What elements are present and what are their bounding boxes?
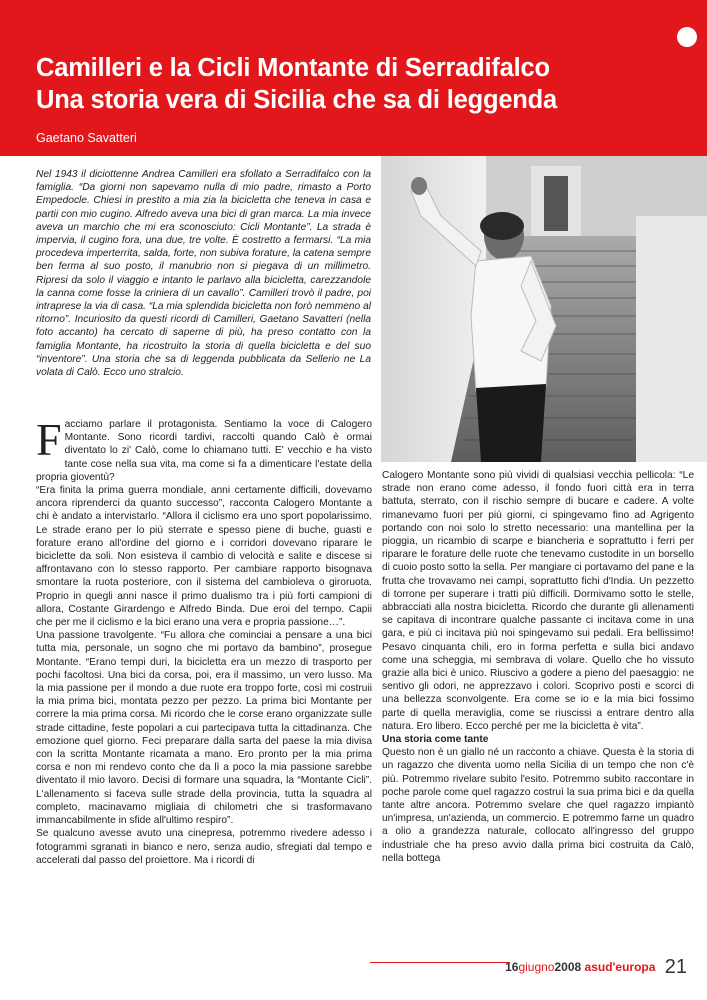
footer-rule — [370, 962, 510, 963]
section-subheading: Una storia come tante — [382, 734, 489, 746]
body-paragraph — [36, 414, 372, 484]
article-title — [36, 52, 557, 116]
drop-cap: F — [36, 414, 62, 465]
title-line-2: Una storia vera di Sicilia che sa di leggenda — [36, 86, 558, 114]
body-paragraph: “Era finita la prima guerra mondiale, anni certamente difficili, dovevamo ancora riprenderci da quanto successo”, racconta Calogero Montante a chi è andato a intervistarlo. “Allora il ciclismo era uno sport popolarissimo. Le strade erano per lo più sterrate e spesso piene di buche, guasti e forature erano all'ordine del giorno e i corridori dovevano riparare le biciclette da soli. Non esisteva il cambio di velocità e salite e discese si affrontavano con lo stesso rapporto. Per cambiare rapporto bisognava smontare la ruota posteriore, con il sistema del cambioleva o giroruota. Proprio in quegli anni nasce il primo dualismo tra i più forti campioni di allora, Costante Girardengo e Alfredo Binda. Due eroi del tempo. Capii che per me il ciclismo e la bici erano una vera e propria passione…”. — [36, 485, 372, 629]
author-byline: Gaetano Savatteri — [36, 131, 137, 145]
body-column-right — [382, 469, 694, 865]
circle-icon — [677, 27, 697, 47]
body-column-left — [36, 414, 372, 867]
body-paragraph: Se qualcuno avesse avuto una cinepresa, potremmo rivedere adesso i fotogrammi sgranati in bianco e nero, senza audio, sfregiati dal tempo e accelerati dal passo del proiettore. Ma i ricordi di — [36, 828, 372, 866]
body-paragraph: Questo non è un giallo né un racconto a chiave. Questa è la storia di un ragazzo che diventa uomo nella Sicilia di un tempo che non c'è più. Potremmo rivelare subito l'esito. Potremmo subito raccontare in poche parole come quel ragazzo costruì la sua prima bici e da quella tante altre ancora. Potremmo svelare che quel ragazzo impiantò un'impresa, un'azienda, un commercio. E potremmo farne un quadro a olio a grandezza naturale, collocato all'ingresso del gruppo industriale che ha preso avvio dalla prima bici costruita da Calò, nella bottega — [382, 747, 694, 864]
body-text: acciamo parlare il protagonista. Sentiamo la voce di Calogero Montante. Sono ricordi tardivi, raccolti quando Calò è ormai diventato lo zi' Calò, come lo chiamano tutti. E' vecchio e ha visto tante cose nella sua vita, ma come si fa a dimenticare l'estate della propria gioventù? — [36, 419, 372, 483]
body-paragraph: Una passione travolgente. “Fu allora che cominciai a pensare a una bici tutta mia, personale, un sogno che mi portavo da bambino”, prosegue Montante. “Erano tempi duri, la bicicletta era un mezzo di trasporto per pochi facoltosi. Una bici da corsa, poi, era il massimo, un vero lusso. Ma la mia passione per il mondo a due ruote era troppo forte, così mi costruii la mia prima bici, montata pezzo per pezzo. La prima bici Montante per correre la mia prima corsa. Mi ricordo che le corse erano organizzate sulle strade cittadine, feste popolari a cui partecipava tutta la cittadinanza. Che emozione quel giorno. Feci preparare dalla sarta del paese la mia divisa con la scritta Montante ricamata a mano. Ero pronto per la mia prima corsa e non mi rendevo conto che da lì a poco la mia passione sarebbe diventato il mio lavoro. Decisi di formare una squadra, la “Montante Cicli”. L'allenamento si faceva sulle strade della provincia, tutta la squadra al completo, macinavamo migliaia di chilometri che si trasformavano immancabilmente in sfide all'ultimo respiro”. — [36, 630, 372, 827]
intro-text — [36, 168, 371, 379]
body-paragraph: Calogero Montante sono più vividi di qualsiasi vecchia pellicola: “Le strade non erano come adesso, il fondo fuori città era in terra battuta, sterrato, con il rischio sempre di bucare e cadere. A volte rimanevamo fuori per più giorni, ci spingevamo fino ad Agrigento portando con noi solo lo stretto necessario: una mantellina per la pioggia, un ricambio di scarpe e biancheria e soprattutto i ferri per riparare le forature delle ruote che tenevamo custodite in un borsello di cuoio posto sotto la sella. Per mangiare ci portavamo del pane e la frutta che trovavamo nei campi, soprattutto fichi d'India. Un pezzetto di torrone per superare i tratti più difficili. Dormivamo sotto le stelle, abbracciati alla nostra bicicletta. Ricordo che durante gli allenamenti se capitava di incontrare qualche passante ci incitava come in una gara, e più ci incitava più noi spingevamo sui pedali. Era bellissimo! Pesavo cinquanta chili, ero in forma perfetta e sulla bici andavo come una scheggia, mi sembrava di volare. Quello che ho vissuto grazie alla bici è unico. Riuscivo a godere a pieno del paesaggio: ne sentivo gli odori, ne apprezzavo i colori. Scoprivo posti e scorci di una bellezza sconvolgente. Era come se io e la mia bici fossimo parte di quella meraviglia, come se riuscissi a entrare dentro alla natura. Ero libero. Ecco perché per me la bicicletta è vita”. — [382, 470, 694, 732]
footer-year: 2008 — [554, 960, 582, 974]
article-photo — [381, 156, 707, 462]
title-banner — [0, 0, 707, 156]
page-footer — [505, 956, 687, 979]
title-line-1: Camilleri e la Cicli Montante di Serradifalco — [36, 54, 550, 82]
footer-month: giugno — [518, 960, 555, 974]
intro-paragraph: Nel 1943 il diciottenne Andrea Camilleri era sfollato a Serradifalco con la famiglia. “Da giorni non sapevamo nulla di mio padre, rimasto a Porto Empedocle. Chiesi in prestito a mia zia la bicicletta che teneva in casa e partii con mio cugino. Alfredo aveva una bici di gran marca. La mia invece aveva un marchio che mi era sconosciuto: Cicli Montante”. La strada è impervia, il cugino fora, una due, tre volte. È costretto a fermarsi. “La mia procedeva imperterrita, salda, forte, non subiva forature, la catena sempre ben ferma al suo posto, il manubrio non si piegava di un millimetro. Ripresi da solo il viaggio e intanto le parlavo alla bicicletta, carezzandole la canna come fosse la criniera di un cavallo”. Camilleri trovò il padre, poi intraprese la via di casa. “La mia splendida bicicletta non forò nemmeno al ritorno”. Incuriosito da questi ricordi di Camilleri, Gaetano Savatteri (nella foto accanto) ha cercato di saperne di più, ha preso contatto con la famiglia Montante, ha ricostruito la storia di quella bicicletta e del suo “inventore”. Una storia che sa di leggenda pubblicata da Sellerio ne La volata di Calò. Ecco uno stralcio. — [36, 169, 371, 379]
page-number: 21 — [664, 956, 687, 978]
footer-day: 16 — [505, 960, 519, 974]
magazine-name: asud'europa — [584, 960, 656, 974]
